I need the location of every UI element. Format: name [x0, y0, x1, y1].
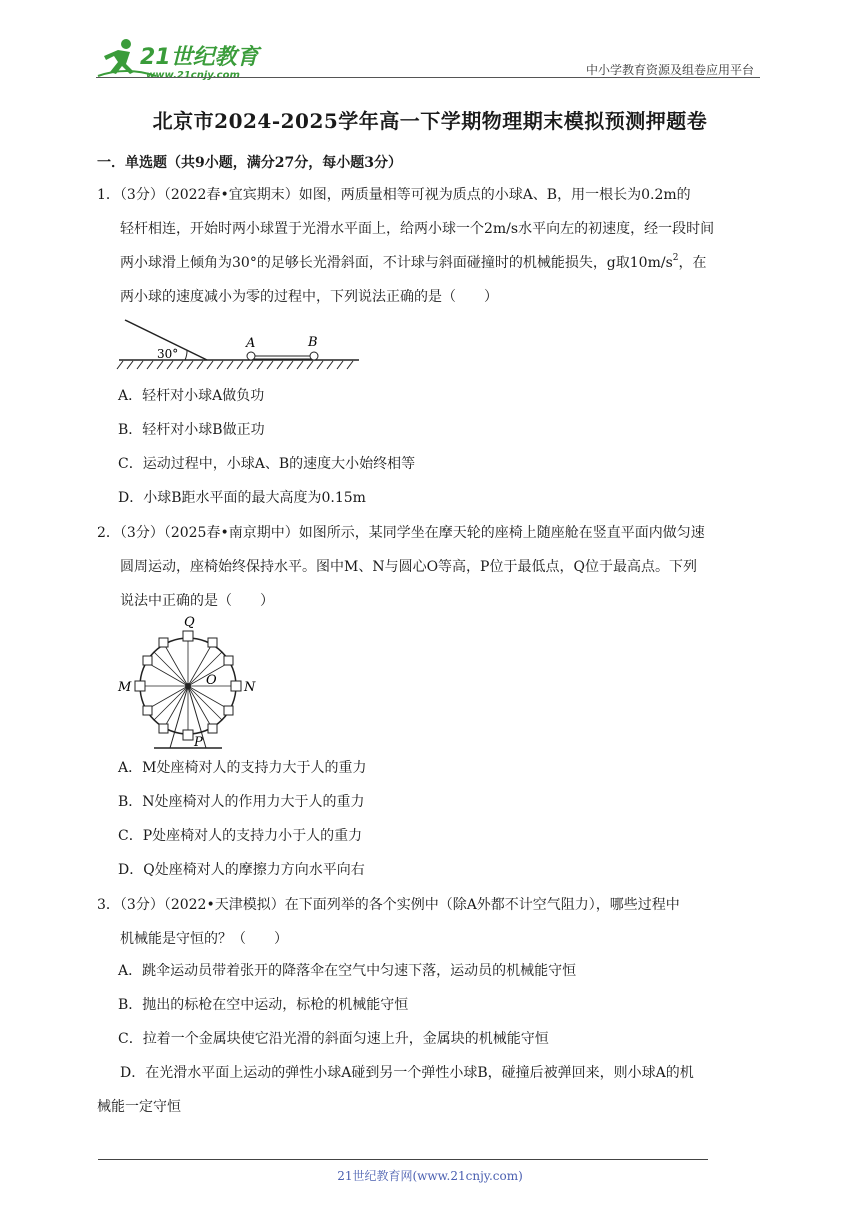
- question-2-line: 2．（3分）（2025春•南京期中）如图所示，某同学坐在摩天轮的座椅上随座舱在竖直平面内做匀速: [97, 525, 705, 541]
- label-o: O: [206, 673, 217, 688]
- question-2-line: 圆周运动，座椅始终保持水平。图中M、N与圆心O等高，P位于最低点，Q位于最高点。下列: [120, 559, 697, 575]
- page-title: 北京市2024-2025学年高一下学期物理期末模拟预测押题卷: [152, 109, 708, 133]
- label-n: N: [244, 680, 256, 695]
- label-p: P: [194, 735, 203, 750]
- ball-a: [247, 352, 255, 360]
- question-3-line: 3．（3分）（2022•天津模拟）在下面列举的各个实例中（除A外都不计空气阻力），哪些过程中: [97, 897, 680, 913]
- option-c: C．运动过程中，小球A、B的速度大小始终相等: [118, 456, 416, 472]
- ball-a-label: A: [246, 336, 256, 351]
- question-1-line: 1．（3分）（2022春•宜宾期末）如图，两质量相等可视为质点的小球A、B，用一根长为0.2m的: [97, 187, 691, 203]
- question-2-line: 说法中正确的是（ ）: [120, 593, 274, 609]
- option-d: D．在光滑水平面上运动的弹性小球A碰到另一个弹性小球B，碰撞后被弹回来，则小球A的机: [120, 1065, 694, 1081]
- footer-link[interactable]: 21世纪教育网(www.21cnjy.com): [337, 1169, 523, 1183]
- option-a: A．M处座椅对人的支持力大于人的重力: [118, 760, 367, 776]
- label-m: M: [118, 680, 132, 695]
- platform-name: 中小学教育资源及组卷应用平台: [585, 63, 754, 77]
- question-2-stem: [97, 516, 763, 618]
- option-d: D．小球B距水平面的最大高度为0.15m: [118, 490, 366, 506]
- question-3-line: 机械能是守恒的？（ ）: [120, 931, 288, 947]
- section-heading: 一．单选题（共9小题，满分27分，每小题3分）: [97, 155, 402, 171]
- logo-url: www.21cnjy.com: [146, 70, 240, 81]
- logo-text: 21世纪教育: [140, 45, 259, 70]
- option-b: B．轻杆对小球B做正功: [118, 422, 265, 438]
- ferris-wheel-figure: [114, 614, 262, 752]
- option-d-continuation: 械能一定守恒: [97, 1099, 181, 1115]
- incline-figure: [115, 316, 365, 374]
- option-c: C．拉着一个金属块使它沿光滑的斜面匀速上升，金属块的机械能守恒: [118, 1031, 549, 1047]
- logo: [96, 36, 296, 82]
- label-q: Q: [184, 615, 195, 630]
- ball-b-label: B: [308, 335, 318, 350]
- question-1-stem: [97, 178, 763, 314]
- question-1-line: 轻杆相连，开始时两小球置于光滑水平面上，给两小球一个2m/s水平向左的初速度，经一段时间: [120, 221, 715, 237]
- option-c: C．P处座椅对人的支持力小于人的重力: [118, 828, 363, 844]
- option-a: A．跳伞运动员带着张开的降落伞在空气中匀速下落，运动员的机械能守恒: [118, 963, 577, 979]
- ball-b: [310, 352, 318, 360]
- angle-label: 30°: [157, 347, 179, 361]
- option-b: B．N处座椅对人的作用力大于人的重力: [118, 794, 365, 810]
- header-divider: [96, 77, 760, 78]
- superscript: 2: [672, 253, 679, 263]
- option-a: A．轻杆对小球A做负功: [118, 388, 265, 404]
- page-header: [96, 30, 760, 82]
- option-d: D．Q处座椅对人的摩擦力方向水平向右: [118, 862, 365, 878]
- question-1-line: 两小球滑上倾角为30°的足够长光滑斜面，不计球与斜面碰撞时的机械能损失，g取$10m/s^2$，在: [120, 253, 707, 271]
- question-3-stem: [97, 888, 763, 956]
- option-b: B．抛出的标枪在空中运动，标枪的机械能守恒: [118, 997, 409, 1013]
- option-d-block: [97, 1056, 763, 1124]
- question-1-line: 两小球的速度减小为零的过程中，下列说法正确的是（ ）: [120, 289, 498, 305]
- footer-divider: [98, 1159, 708, 1160]
